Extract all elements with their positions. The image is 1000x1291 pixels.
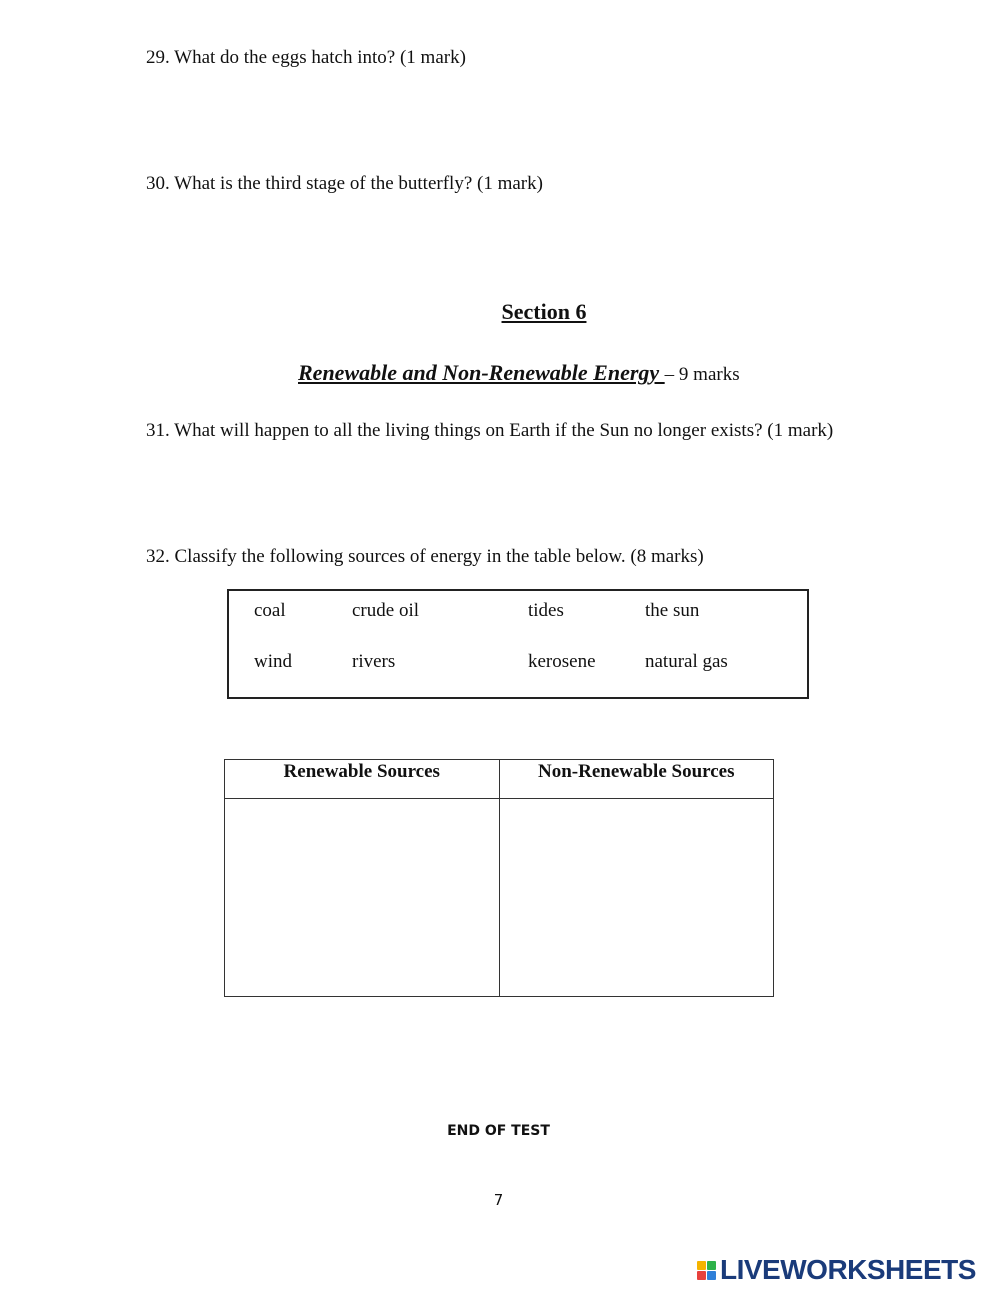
word-the-sun[interactable]: the sun: [645, 600, 700, 621]
section-marks: – 9 marks: [664, 364, 740, 385]
question-30: 30. What is the third stage of the butterfly? (1 mark): [146, 173, 543, 194]
word-kerosene[interactable]: kerosene: [528, 651, 596, 672]
word-coal[interactable]: coal: [254, 600, 286, 621]
end-of-test-label: END OF TEST: [447, 1123, 550, 1139]
energy-word-box: [227, 589, 809, 699]
logo-block-4: [707, 1271, 716, 1280]
logo-block-1: [697, 1261, 706, 1270]
logo-blocks-icon: [697, 1261, 716, 1280]
liveworksheets-logo: [697, 1255, 976, 1285]
non-renewable-header: Non-Renewable Sources: [499, 760, 774, 799]
question-32: 32. Classify the following sources of energy in the table below. (8 marks): [146, 546, 704, 567]
non-renewable-drop-zone[interactable]: [499, 799, 774, 997]
word-crude-oil[interactable]: crude oil: [352, 600, 420, 621]
renewable-header: Renewable Sources: [225, 760, 500, 799]
logo-block-2: [707, 1261, 716, 1270]
word-rivers[interactable]: rivers: [352, 651, 396, 672]
page-number: 7: [493, 1191, 504, 1209]
section-title: Renewable and Non-Renewable Energy: [298, 360, 665, 385]
question-31: 31. What will happen to all the living things on Earth if the Sun no longer exists? (1 mark): [146, 420, 834, 441]
classification-table: [224, 759, 774, 997]
word-natural-gas[interactable]: natural gas: [645, 651, 728, 672]
logo-text: LIVEWORKSHEETS: [720, 1254, 976, 1285]
word-tides[interactable]: tides: [528, 600, 564, 621]
word-wind[interactable]: wind: [254, 651, 292, 672]
question-29: 29. What do the eggs hatch into? (1 mark): [146, 47, 466, 68]
table-answer-row: [225, 799, 774, 997]
renewable-drop-zone[interactable]: [225, 799, 500, 997]
table-header-row: [225, 760, 774, 799]
section-subheading: [298, 360, 740, 386]
logo-block-3: [697, 1271, 706, 1280]
section-heading: Section 6: [501, 299, 587, 324]
